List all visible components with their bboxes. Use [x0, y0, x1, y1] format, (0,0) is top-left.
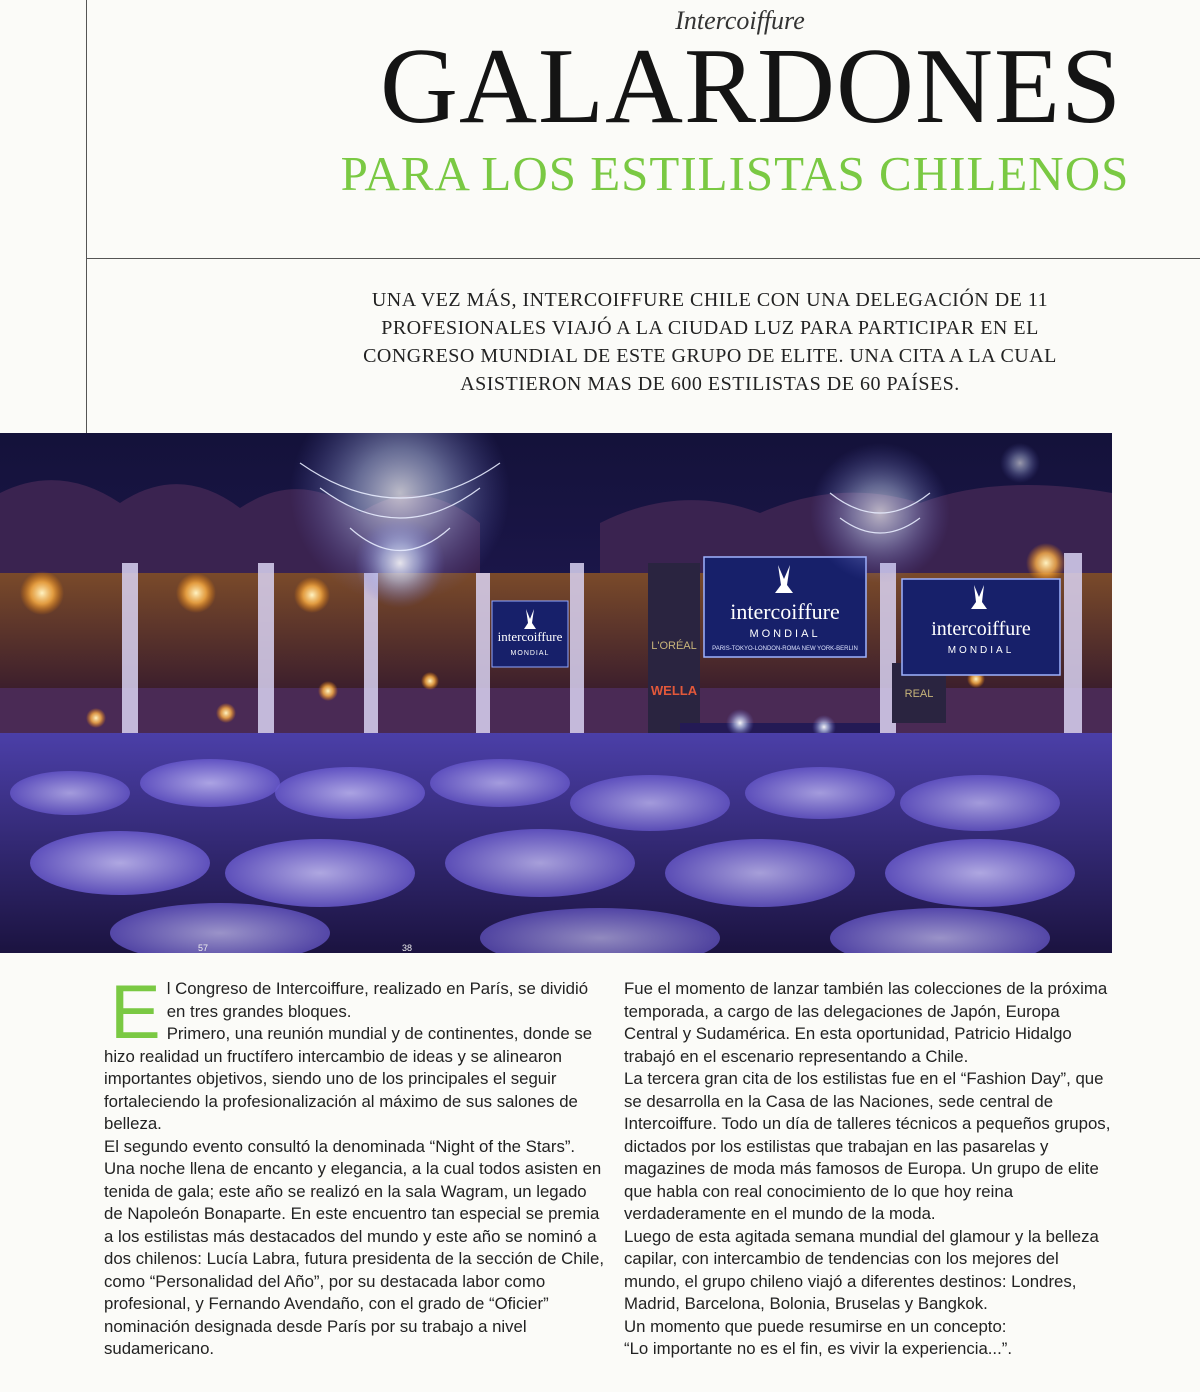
table-number-57: 57 — [198, 943, 209, 953]
screen-left — [492, 601, 568, 667]
article-paragraph: El segundo evento consultó la denominada “Night of the Stars”. Una noche llena de encanto y elegancia, a la cual todos asisten en tenida de gala; este año se realizó en la sala Wagram, un legado de Napoleón Bonaparte. En este encuentro tan especial se premia a los estilistas más destacados del mundo y este año se nominó a dos chilenos: Lucía Labra, futura presidenta de la sección de Chile, como “Personalidad del Año”, por su destacada labor como profesional, y Fernando Avendaño, con el grado de “Oficier” nominación designada desde París por su trabajo a nivel sudamericano. — [104, 1136, 605, 1358]
screen-side-sub: MONDIAL — [947, 645, 1015, 656]
frame-line-horizontal — [86, 258, 1200, 259]
subheadline: PARA LOS ESTILISTAS CHILENOS — [340, 146, 1130, 201]
article-paragraph: Luego de esta agitada semana mundial del glamour y la belleza capilar, con intercambio de tendencias con los mejores del mundo, el grupo chileno viajó a diferentes destinos: Londres, Madrid, Barcelona, Bolonia, Bruselas y Bangkok. — [624, 1226, 1099, 1313]
article-quote: “Lo importante no es el fin, es vivir la experiencia...”. — [624, 1339, 1013, 1358]
banner-loreal: L'ORÉAL — [651, 640, 697, 652]
gala-ballroom-photo — [0, 433, 1112, 953]
table-number-38: 38 — [402, 943, 413, 953]
article-column-right — [624, 978, 1112, 1361]
article-paragraph: Fue el momento de lanzar también las colecciones de la próxima temporada, a cargo de las delegaciones de Japón, Europa Central y Sudamérica. En esta oportunidad, Patricio Hidalgo trabajó en el escenario representando a Chile. — [624, 979, 1108, 1066]
screen-side-logo: intercoiffure — [931, 618, 1031, 640]
screen-main-sub: MONDIAL — [749, 628, 821, 640]
article-column-left — [104, 970, 606, 1361]
section-kicker: Intercoiffure — [675, 6, 805, 35]
article-paragraph: Primero, una reunión mundial y de continentes, donde se hizo realidad un fructífero intercambio de ideas y se alinearon importantes objetivos, siendo uno de los principales el seguir fortaleciendo la profesionalización al máximo de sus salones de belleza. — [104, 1024, 593, 1133]
article-paragraph: La tercera gran cita de los estilistas fue en el “Fashion Day”, que se desarrolla en la Casa de las Naciones, sede central de Intercoiffure. Todo un día de talleres técnicos a pequeños grupos, dictados por los estilistas que trabajan en las pasarelas y magazines de moda más famosos de Europa. Un grupo de elite que habla con real conocimiento de lo que hoy reina verdaderamente en el mundo de la moda. — [624, 1069, 1111, 1223]
drop-cap: E — [110, 970, 161, 1055]
frame-line-vertical — [86, 0, 87, 258]
screen-left-logo: intercoiffure — [497, 629, 563, 644]
banner-wella: WELLA — [650, 683, 698, 698]
article-paragraph: Un momento que puede resumirse en un concepto: — [624, 1316, 1007, 1336]
article-paragraph: l Congreso de Intercoiffure, realizado en París, se dividió en tres grandes bloques. — [166, 979, 589, 1021]
screen-main-cities: PARIS-TOKYO-LONDON-ROMA NEW YORK-BERLIN — [712, 646, 858, 652]
screen-main — [704, 557, 866, 657]
lead-paragraph: UNA VEZ MÁS, INTERCOIFFURE CHILE CON UNA DELEGACIÓN DE 11 PROFESIONALES VIAJÓ A LA CIUDAD LUZ PARA PARTICIPAR EN EL CONGRESO MUNDIAL DE ESTE GRUPO DE ELITE. UNA CITA A LA CUAL ASISTIERON MAS DE 600 ESTILISTAS DE 60 PAÍSES. — [363, 289, 1057, 395]
headline: GALARDONES — [380, 27, 1123, 146]
banner-real: REAL — [904, 688, 934, 700]
screen-main-logo: intercoiffure — [730, 599, 840, 624]
frame-line-vertical-lower — [86, 258, 87, 433]
dining-tables — [10, 759, 1075, 953]
screen-right — [902, 579, 1060, 675]
screen-left-sub: MONDIAL — [510, 650, 550, 657]
